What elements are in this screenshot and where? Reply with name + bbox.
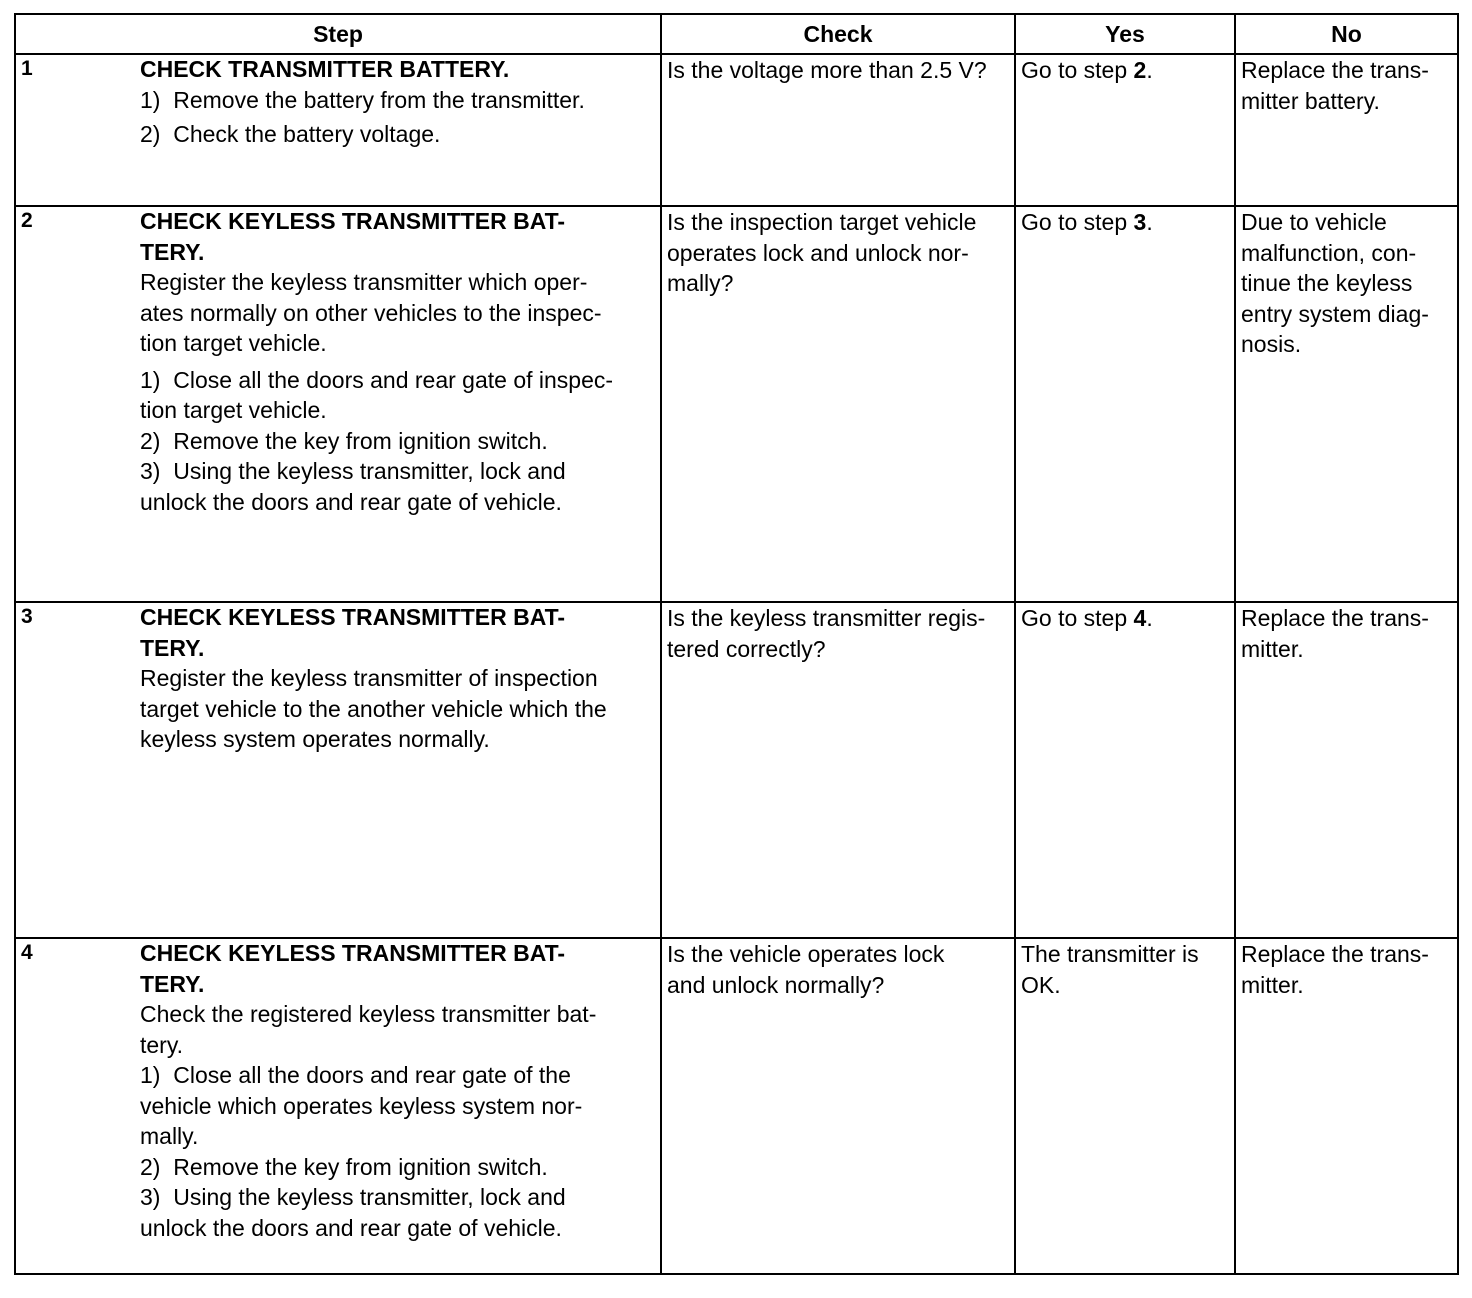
substep-line: 1) Close all the doors and rear gate of the <box>140 1062 571 1088</box>
check-cell <box>661 938 1015 1274</box>
step-title-line: CHECK KEYLESS TRANSMITTER BAT- <box>140 940 566 966</box>
table-row <box>15 54 1458 206</box>
description-line: Check the registered keyless transmitter bat- <box>140 1001 597 1027</box>
no-line: nosis. <box>1241 331 1302 357</box>
substep-line: 3) Using the keyless transmitter, lock and <box>140 1184 566 1210</box>
yes-prefix: Go to step <box>1021 209 1134 235</box>
step-title-line: TERY. <box>140 634 205 661</box>
step-cell <box>15 54 661 206</box>
substep-line: unlock the doors and rear gate of vehicle. <box>140 488 562 515</box>
step-number: 1 <box>21 57 33 80</box>
substep-line: 1) Close all the doors and rear gate of inspec- <box>140 366 614 393</box>
diagnostic-table <box>14 13 1459 1275</box>
substep-line: 1) Remove the battery from the transmitter. <box>140 86 585 113</box>
header-no: No <box>1235 14 1458 54</box>
step-description <box>140 663 655 755</box>
check-line: mally? <box>667 270 734 296</box>
step-title <box>140 938 655 999</box>
no-line: mitter. <box>1241 971 1304 998</box>
check-cell <box>661 602 1015 938</box>
header-check: Check <box>661 14 1015 54</box>
step-number: 3 <box>21 605 33 628</box>
yes-suffix: . <box>1146 605 1153 631</box>
description-line: keyless system operates normally. <box>140 726 490 752</box>
table-row <box>15 602 1458 938</box>
yes-line: OK. <box>1021 971 1061 998</box>
step-title <box>140 602 655 663</box>
no-cell <box>1235 938 1458 1274</box>
no-line: Due to vehicle <box>1241 209 1387 235</box>
check-line: Is the vehicle operates lock <box>667 941 945 967</box>
no-cell <box>1235 602 1458 938</box>
description-line: tery. <box>140 1031 184 1058</box>
no-line: mitter. <box>1241 635 1304 662</box>
step-cell <box>15 938 661 1274</box>
yes-suffix: . <box>1146 57 1153 83</box>
check-line: and unlock normally? <box>667 971 885 998</box>
step-title-line: TERY. <box>140 238 205 265</box>
no-line: Replace the trans- <box>1241 57 1429 83</box>
description-line: target vehicle to the another vehicle which the <box>140 695 607 722</box>
description-line: ates normally on other vehicles to the inspec- <box>140 299 602 326</box>
no-line: mitter battery. <box>1241 87 1380 114</box>
step-number: 2 <box>21 209 33 232</box>
check-cell <box>661 206 1015 602</box>
step-description <box>140 267 655 359</box>
no-cell <box>1235 206 1458 602</box>
check-cell <box>661 54 1015 206</box>
no-line: entry system diag- <box>1241 300 1429 327</box>
no-line: malfunction, con- <box>1241 239 1417 266</box>
step-number: 4 <box>21 941 33 964</box>
yes-prefix: Go to step <box>1021 605 1134 631</box>
header-row <box>15 14 1458 54</box>
substep-line: tion target vehicle. <box>140 397 327 423</box>
step-title <box>140 206 655 267</box>
yes-cell <box>1015 206 1235 602</box>
step-substeps <box>140 1060 655 1243</box>
step-description <box>140 999 655 1060</box>
description-line: tion target vehicle. <box>140 330 327 356</box>
step-cell <box>15 602 661 938</box>
description-line: Register the keyless transmitter which oper- <box>140 269 588 295</box>
header-step: Step <box>15 14 661 54</box>
step-title-line: CHECK KEYLESS TRANSMITTER BAT- <box>140 208 566 234</box>
table-row <box>15 938 1458 1274</box>
yes-line: The transmitter is <box>1021 941 1199 967</box>
table-row <box>15 206 1458 602</box>
description-line: Register the keyless transmitter of inspection <box>140 665 598 691</box>
check-line: operates lock and unlock nor- <box>667 239 969 266</box>
substep-line: mally. <box>140 1123 199 1149</box>
yes-step-ref: 3 <box>1133 209 1147 235</box>
check-line: Is the keyless transmitter regis- <box>667 605 986 631</box>
no-cell <box>1235 54 1458 206</box>
substep-line: vehicle which operates keyless system nor- <box>140 1092 583 1119</box>
yes-suffix: . <box>1146 209 1153 235</box>
no-line: tinue the keyless <box>1241 270 1413 296</box>
check-line: Is the inspection target vehicle <box>667 209 977 235</box>
substep-line: 2) Check the battery voltage. <box>140 121 441 147</box>
check-line: Is the voltage more than 2.5 V? <box>667 57 987 83</box>
step-substeps <box>140 85 655 150</box>
yes-cell <box>1015 938 1235 1274</box>
substep-line: 2) Remove the key from ignition switch. <box>140 427 548 454</box>
substep-line: unlock the doors and rear gate of vehicle. <box>140 1214 562 1241</box>
step-cell <box>15 206 661 602</box>
check-line: tered correctly? <box>667 635 826 662</box>
step-title <box>140 54 655 85</box>
substep-line: 3) Using the keyless transmitter, lock and <box>140 458 566 484</box>
header-yes: Yes <box>1015 14 1235 54</box>
step-title-line: TERY. <box>140 970 205 997</box>
step-title-line: CHECK TRANSMITTER BATTERY. <box>140 56 510 82</box>
yes-cell <box>1015 54 1235 206</box>
no-line: Replace the trans- <box>1241 605 1429 631</box>
step-title-line: CHECK KEYLESS TRANSMITTER BAT- <box>140 604 566 630</box>
yes-prefix: Go to step <box>1021 57 1134 83</box>
no-line: Replace the trans- <box>1241 941 1429 967</box>
step-substeps <box>140 365 655 518</box>
yes-step-ref: 4 <box>1133 605 1147 631</box>
yes-step-ref: 2 <box>1133 57 1147 83</box>
yes-cell <box>1015 602 1235 938</box>
substep-line: 2) Remove the key from ignition switch. <box>140 1153 548 1180</box>
